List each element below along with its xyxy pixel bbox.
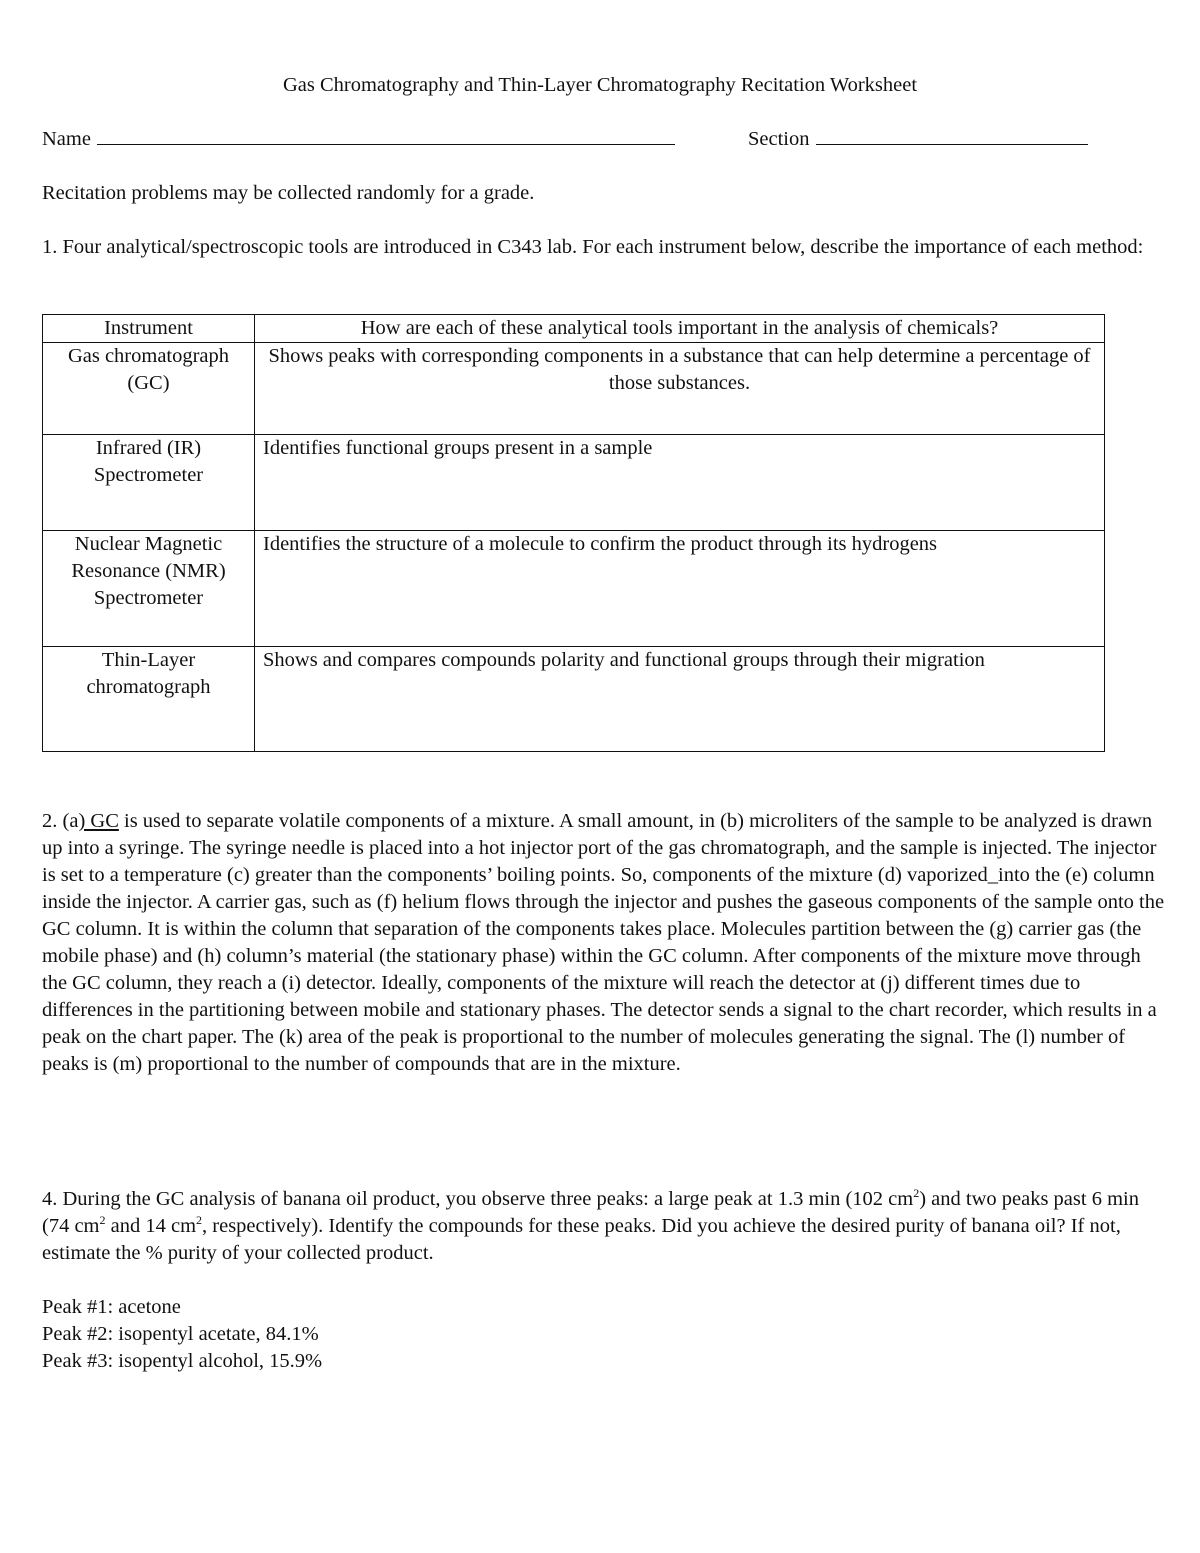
- table-header-row: [43, 315, 1105, 343]
- answer-cell: Shows peaks with corresponding components in a substance that can help determine a percentage of those substances.: [255, 343, 1105, 435]
- question-1-text: 1. Four analytical/spectroscopic tools are introduced in C343 lab. For each instrument below, describe the importance of each method:: [42, 236, 1144, 258]
- table-row: [43, 647, 1105, 752]
- table-row: [43, 531, 1105, 647]
- q4-text-4: , respectively). Identify the compounds for these peaks. Did you achieve the desired purity of banana oil? If not, estimate the % purity of your collected product.: [42, 1215, 1121, 1264]
- answer-cell: Shows and compares compounds polarity and functional groups through their migration: [255, 647, 1105, 752]
- header-instrument: Instrument: [43, 315, 255, 343]
- q4-text-1: 4. During the GC analysis of banana oil product, you observe three peaks: a large peak at 1.3 min (102 cm: [42, 1188, 914, 1210]
- section-field-row: [748, 126, 1088, 153]
- q2-lead: 2. (a: [42, 810, 79, 832]
- instrument-cell: Thin-Layer chromatograph: [43, 647, 255, 752]
- peak-line: Peak #3: isopentyl alcohol, 15.9%: [42, 1350, 323, 1372]
- table-row: [43, 435, 1105, 531]
- q4-superscript: 2: [99, 1213, 106, 1228]
- instrument-table: [42, 314, 1105, 752]
- answer-cell: Identifies the structure of a molecule to confirm the product through its hydrogens: [255, 531, 1105, 647]
- question-2-paragraph: [42, 808, 1166, 1078]
- q4-text-3: and 14 cm: [105, 1215, 197, 1237]
- answer-cell: Identifies functional groups present in a sample: [255, 435, 1105, 531]
- q4-text-2: ) and two peaks past 6 min (74 cm: [42, 1188, 1139, 1237]
- q2-answer-a: ) GC: [78, 810, 119, 832]
- name-field-row: [42, 126, 675, 153]
- table-row: [43, 343, 1105, 435]
- grading-note: Recitation problems may be collected randomly for a grade.: [42, 182, 535, 204]
- q2-body: is used to separate volatile components of a mixture. A small amount, in (b) microliters of the sample to be analyzed is drawn up into a syringe. The syringe needle is placed into a hot injector port of the gas chromatograph, and the sample is injected. The injector is set to a temperature (c) greater than the components’ boiling points. So, components of the mixture (d) vaporized_into the (e) column inside the injector. A carrier gas, such as (f) helium flows through the injector and pushes the gaseous components of the sample onto the GC column. It is within the column that separation of the components takes place. Molecules partition between the (g) carrier gas (the mobile phase) and (h) column’s material (the stationary phase) within the GC column. After components of the mixture move through the GC column, they reach a (i) detector. Ideally, components of the mixture will reach the detector at (j) different times due to differences in the partitioning between mobile and stationary phases. The detector sends a signal to the chart recorder, which results in a peak on the chart paper. The (k) area of the peak is proportional to the number of molecules generating the signal. The (l) number of peaks is (m) proportional to the number of compounds that are in the mixture.: [42, 810, 1165, 1075]
- question-4-paragraph: [42, 1186, 1166, 1267]
- instrument-cell: Nuclear Magnetic Resonance (NMR) Spectrometer: [43, 531, 255, 647]
- peak-answers: [42, 1294, 322, 1375]
- q4-superscript: 2: [913, 1186, 920, 1201]
- peak-line: Peak #2: isopentyl acetate, 84.1%: [42, 1323, 319, 1345]
- name-label: Name: [42, 128, 91, 150]
- section-label: Section: [748, 128, 810, 150]
- header-importance: How are each of these analytical tools important in the analysis of chemicals?: [255, 315, 1105, 343]
- section-blank-line: [816, 126, 1088, 145]
- peak-line: Peak #1: acetone: [42, 1296, 181, 1318]
- instrument-cell: Infrared (IR) Spectrometer: [43, 435, 255, 531]
- q4-superscript: 2: [196, 1213, 203, 1228]
- name-blank-line: [97, 126, 675, 145]
- page-title: Gas Chromatography and Thin-Layer Chromatography Recitation Worksheet: [282, 74, 918, 96]
- instrument-cell: Gas chromatograph (GC): [43, 343, 255, 435]
